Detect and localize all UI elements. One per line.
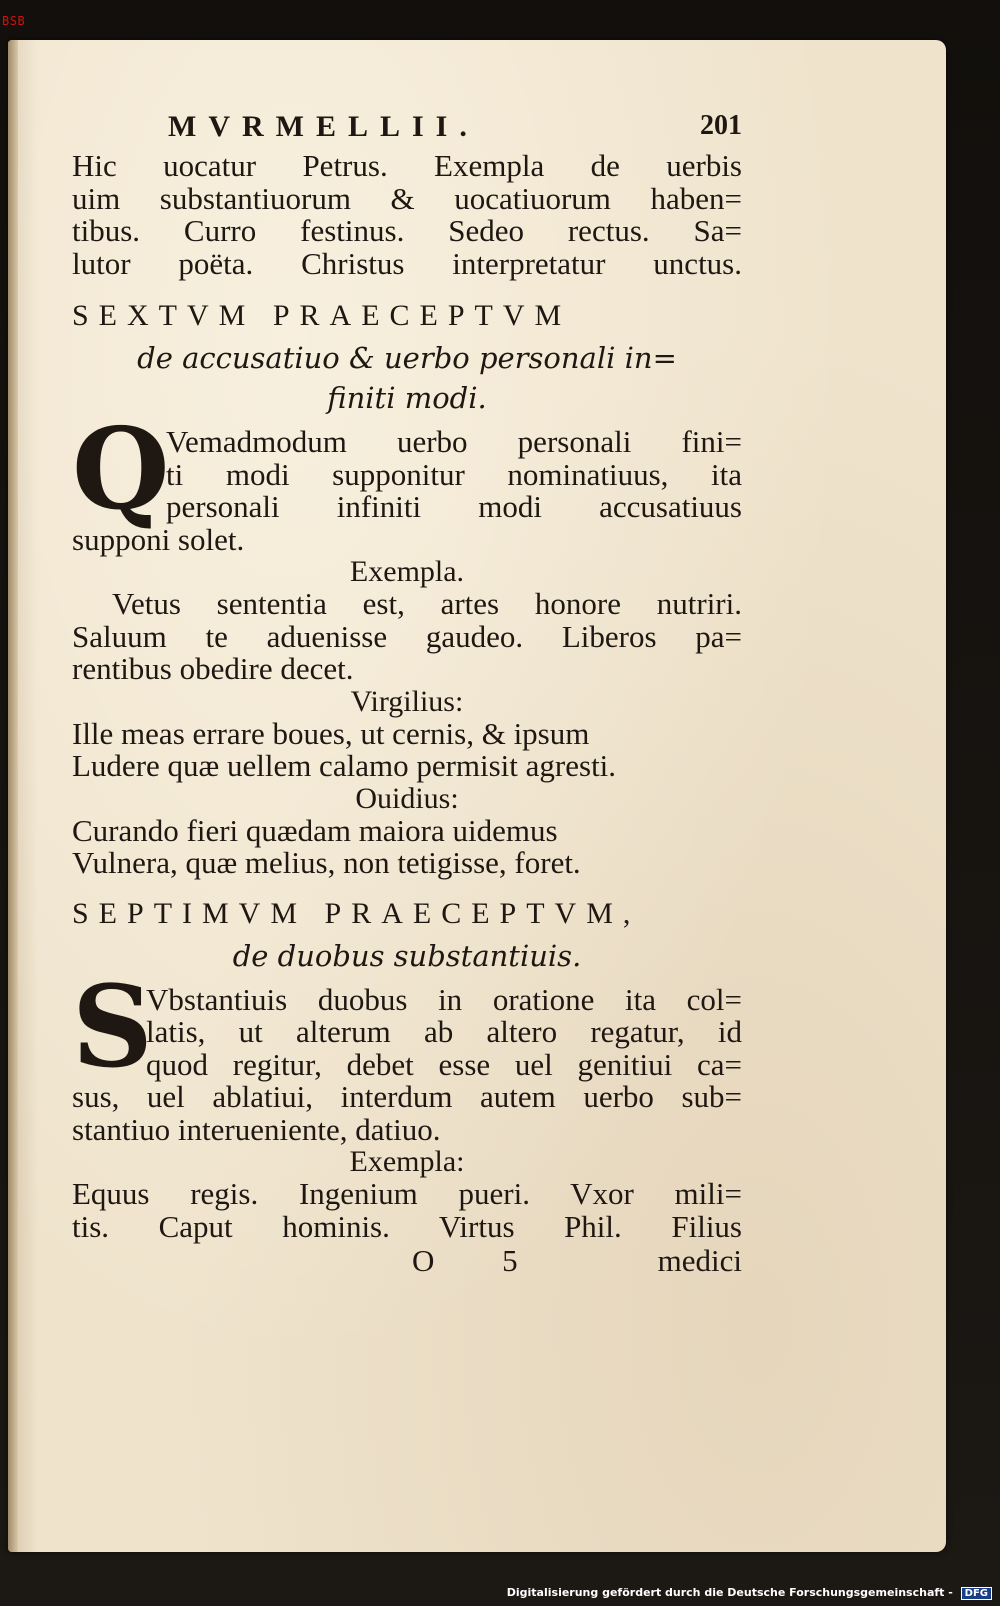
- text-block: [72, 110, 742, 1277]
- text-line: Vetus sententia est, artes honore nutriri.: [112, 586, 742, 621]
- examples-label: Exempla:: [349, 1145, 465, 1178]
- running-head: MVRMELLII.: [168, 110, 479, 143]
- quote-author: Ouidius:: [355, 781, 459, 815]
- verse-line: Ille meas errare boues, ut cernis, & ipsum: [72, 715, 590, 751]
- text-line: tibus. Curro festinus. Sedeo rectus. Sa=: [72, 213, 742, 248]
- library-mark: BSB: [2, 14, 26, 28]
- text-line: supponi solet.: [72, 521, 245, 557]
- text-line: ti modi supponitur nominatiuus, ita: [166, 456, 742, 492]
- section-heading: SEPTIMVM PRAECEPTVM,: [72, 896, 641, 930]
- section-heading: SEXTVM PRAECEPTVM: [72, 299, 572, 332]
- examples-block: [72, 588, 742, 686]
- text-line: rentibus obedire decet.: [72, 651, 354, 686]
- quote-verse: [72, 715, 742, 783]
- examples-block: [72, 1178, 742, 1243]
- drop-cap-initial: Q: [72, 404, 170, 535]
- intro-paragraph: [72, 150, 742, 280]
- section-body: [72, 404, 742, 557]
- text-line: Vbstantiuis duobus in oratione ita col=: [146, 981, 742, 1017]
- quote-verse: [72, 812, 742, 880]
- text-line: sus, uel ablatiui, interdum autem uerbo sub=: [72, 1079, 742, 1114]
- book-page: [8, 40, 946, 1552]
- verse-line: Ludere quæ uellem calamo permisit agresti.: [72, 748, 617, 783]
- section-subheading: de accusatiuo & uerbo personali in=: [137, 341, 677, 375]
- drop-cap-initial: S: [72, 961, 153, 1093]
- signature-mark: O 5: [412, 1243, 548, 1278]
- page-edge: [8, 40, 18, 1552]
- verse-line: Vulnera, quæ melius, non tetigisse, foret.: [72, 845, 581, 880]
- text-line: Vemadmodum uerbo personali fini=: [166, 424, 742, 459]
- text-line: personali infiniti modi accusatiuus: [166, 489, 742, 524]
- dfg-logo-icon: DFG: [961, 1587, 992, 1600]
- examples-label: Exempla.: [349, 555, 465, 588]
- section-subheading: finiti modi.: [327, 381, 487, 415]
- text-line: lutor poëta. Christus interpretatur unctus.: [72, 245, 742, 281]
- text-line: latis, ut alterum ab altero regatur, id: [146, 1014, 742, 1049]
- quote-author: Virgilius:: [350, 684, 464, 718]
- text-line: tis. Caput hominis. Virtus Phil. Filius: [72, 1208, 742, 1244]
- credit-text: Digitalisierung gefördert durch die Deutsche Forschungsgemeinschaft -: [506, 1586, 953, 1599]
- text-line: Equus regis. Ingenium pueri. Vxor mili=: [72, 1176, 742, 1211]
- text-line: Hic uocatur Petrus. Exempla de uerbis: [72, 148, 742, 183]
- section-body: [72, 961, 742, 1147]
- page-number: 201: [700, 110, 742, 141]
- text-line: uim substantiuorum & uocatiuorum haben=: [72, 180, 742, 216]
- verse-line: Curando fieri quædam maiora uidemus: [72, 812, 558, 848]
- text-line: Saluum te aduenisse gaudeo. Liberos pa=: [72, 618, 742, 654]
- text-line: stantiuo interueniente, datiuo.: [72, 1111, 441, 1147]
- text-line: quod regitur, debet esse uel genitiui ca=: [146, 1046, 742, 1082]
- page-footer-marks: [72, 1243, 742, 1277]
- page-header: [72, 110, 742, 150]
- catchword: medici: [657, 1243, 742, 1278]
- section-subheading: de duobus substantiuis.: [232, 938, 582, 973]
- digitization-credit: [507, 1586, 992, 1600]
